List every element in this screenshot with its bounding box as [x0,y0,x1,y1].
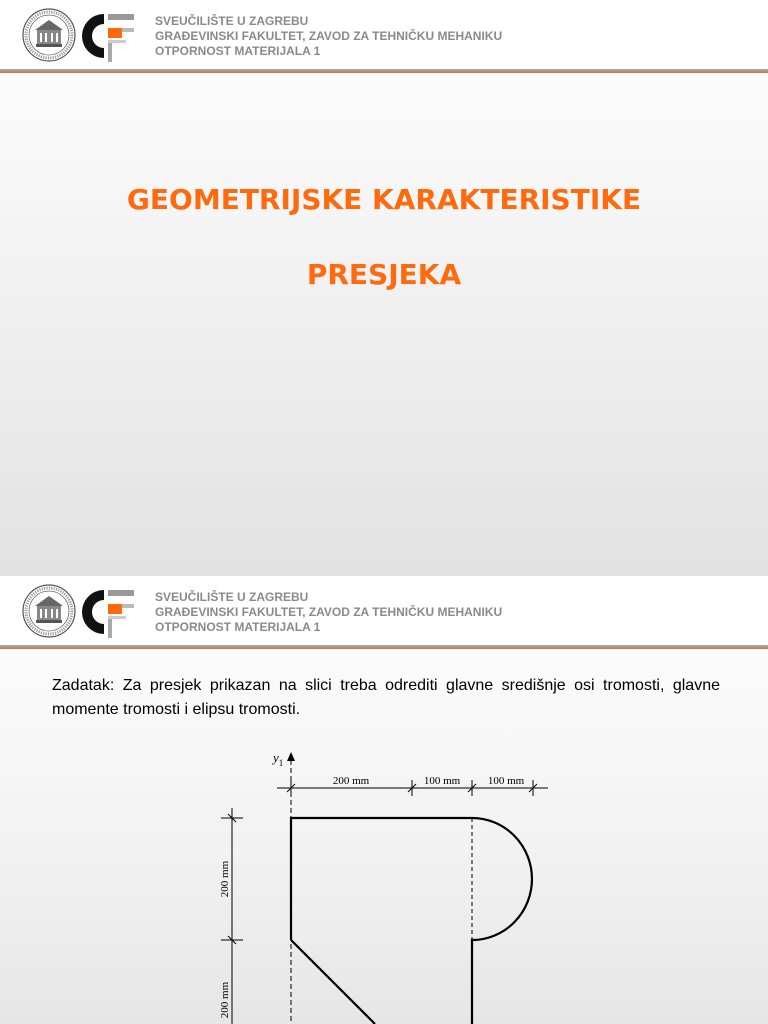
university-seal-icon [22,584,76,638]
cross-section-outline [291,818,532,1024]
task-slide [0,576,768,1024]
header-text [155,590,502,635]
dim-top-100-b: 100 mm [487,775,525,787]
university-seal-icon [22,8,76,62]
header-university: SVEUČILIŠTE U ZAGREBU [155,14,309,28]
header-faculty: GRAĐEVINSKI FAKULTET, ZAVOD ZA TEHNIČKU MEHANIKU [155,605,503,619]
slide-header [0,576,768,648]
header-text [155,14,502,59]
slide-title-line2: PRESJEKA [306,258,462,291]
y1-axis-arrow [287,752,295,761]
task-text: Zadatak: Za presjek prikazan na slici treba odrediti glavne središnje osi tromosti, glavne momente tromosti i elipsu tromosti. [52,677,720,718]
dim-left-200-a: 200 mm [219,860,231,898]
faculty-gf-logo-icon [78,10,136,64]
header-university: SVEUČILIŠTE U ZAGREBU [155,590,309,604]
slide-header [0,0,768,72]
y1-axis-subscript: 1 [278,758,284,768]
header-course: OTPORNOST MATERIJALA 1 [155,620,321,634]
dim-top-100-a: 100 mm [423,775,461,787]
slide-title-line1: GEOMETRIJSKE KARAKTERISTIKE [126,183,642,216]
header-divider [0,69,768,73]
dim-top-200: 200 mm [332,775,370,787]
header-faculty: GRAĐEVINSKI FAKULTET, ZAVOD ZA TEHNIČKU MEHANIKU [155,29,503,43]
header-divider [0,645,768,649]
dim-left-200-b: 200 mm [219,981,231,1019]
header-course: OTPORNOST MATERIJALA 1 [155,44,321,58]
faculty-gf-logo-icon [78,586,136,640]
y1-axis-symbol: y [273,750,279,765]
cross-section-drawing [0,744,768,1024]
y1-axis-label [271,750,283,768]
